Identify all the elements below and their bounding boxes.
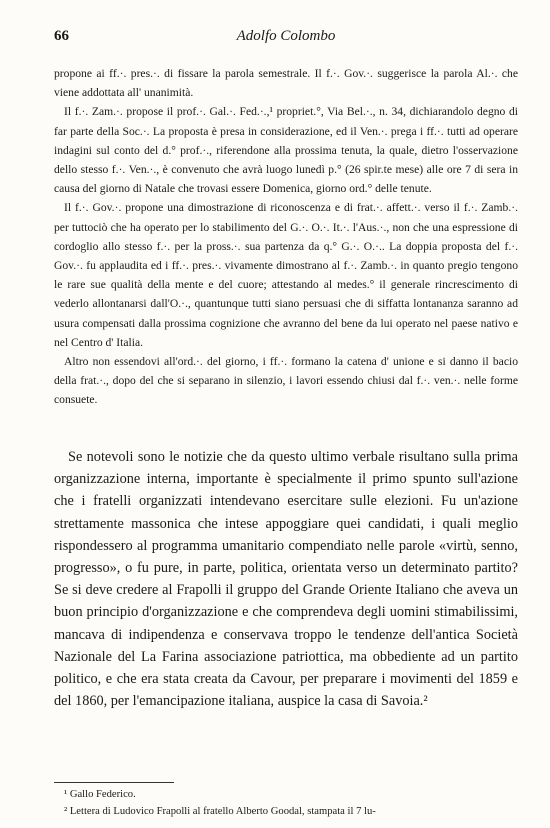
minutes-paragraph: Il f.·. Zam.·. propose il prof.·. Gal.·. Fed.·.,¹ propriet.°, Via Bel.·., n. 34, dichiarandolo degno di far parte della Soc.·. La proposta è presa in considerazione, ed il Ven.·. prega i ff.·. tutti ad operare indagini sul conto del d.° prof.·., riferendone alla prossima tenuta, la quale, dietro l'osservazione dello stesso f.·. Ven.·., è convenuto che avrà luogo lunedì p.° (26 spir.te mese) alle ore 7 di sera in causa del giorno di Natale che trovasi essere Domenica, giorno ord.° delle tenute.: [54, 105, 518, 196]
running-title: Adolfo Colombo: [236, 28, 336, 44]
minutes-paragraph: propone ai ff.·. pres.·. di fissare la parola semestrale. Il f.·. Gov.·. suggerisce la parola Al.·. che viene addottata all' unanimità.: [54, 67, 518, 100]
body-text: [54, 446, 518, 712]
footnote-divider: [54, 782, 174, 783]
footnote-1: ¹ Gallo Federico.: [64, 789, 136, 800]
minutes-paragraph: Altro non essendovi all'ord.·. del giorno, i ff.·. formano la catena d' unione e si danno il bacio della frat.·., dopo del che si separano in silenzio, i lavori essendo chiusi dal f.·. ven.·. nelle forme consuete.: [54, 355, 518, 407]
minutes-excerpt: [54, 64, 518, 410]
body-paragraph: Se notevoli sono le notizie che da questo ultimo verbale risultano sulla prima organizzazione interna, importante è specialmente il primo spunto sull'azione che i fratelli organizzati intendevano esercitare sulle elezioni. Fu un'azione strettamente massonica che intese appoggiare quei candidati, i quali meglio rispondessero al programma umanitario compendiato nelle parole «virtù, senno, progresso», o fu pure, in parte, politica, orientata verso un determinato partito? Se si deve credere al Frapolli il gruppo del Grande Oriente Italiano che aveva un buon principio d'organizzazione e che comprendeva degli uomini stimabilissimi, mancava di indipendenza e conservava troppo le tendenze dell'antica Società Nazionale del La Farina associazione patriottica, ma obbediente ad un partito politico, e che era stata creata da Cavour, per preparare i movimenti del 1859 e del 1860, per l'emancipazione italiana, auspice la casa di Savoia.²: [54, 449, 518, 710]
footnote-2: ² Lettera di Ludovico Frapolli al fratello Alberto Goodal, stampata il 7 lu-: [64, 806, 376, 817]
minutes-paragraph: Il f.·. Gov.·. propone una dimostrazione di riconoscenza e di frat.·. affett.·. verso il f.·. Zamb.·. per tuttociò che ha operato per lo stabilimento del G.·. O.·. It.·. l'Aus.·., non che una espressione di cordoglio allo stesso f.·. per la pross.·. sua partenza da q.° G.·. O.·.. La doppia proposta del f.·. Gov.·. fu applaudita ed i ff.·. pres.·. vivamente dimostrano al f.·. Zamb.·. in quanto pregio tengono le rare sue qualità della mente e del cuore; attestando al medes.° il generale rincrescimento di vederlo allontanarsi dall'O.·., quantunque tutti siano persuasi che di siffatta lontananza saranno ad usura compensati dalla prossima cognizione che avranno del bene da lui operato nel paese nativo e nel Centro d' Italia.: [54, 201, 518, 349]
footnotes: [54, 786, 518, 820]
page-header: [54, 28, 518, 48]
page-number: 66: [54, 28, 69, 44]
